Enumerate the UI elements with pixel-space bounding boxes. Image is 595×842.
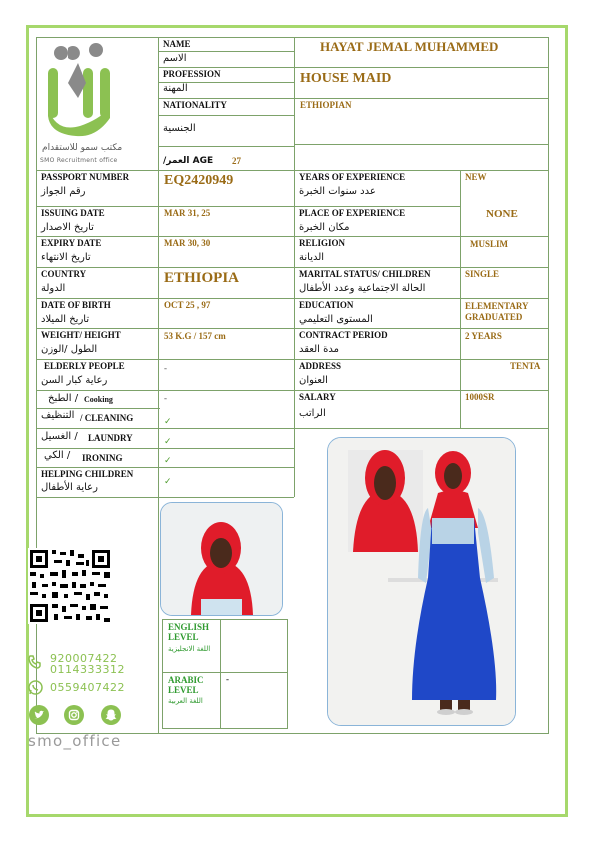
phone-icon — [27, 654, 43, 675]
snapchat-icon[interactable] — [101, 705, 121, 725]
row-label: ADDRESS — [299, 361, 342, 371]
divider — [158, 98, 549, 99]
divider — [36, 390, 549, 391]
row-label: PASSPORT NUMBER — [41, 172, 130, 182]
instagram-icon[interactable] — [64, 705, 84, 725]
row-label-ar: المستوى التعليمي — [299, 314, 373, 325]
phone-number-2[interactable]: 0114333312 — [50, 663, 125, 676]
divider — [158, 67, 549, 68]
row-label-ar: الدولة — [41, 283, 66, 294]
age-label: /العمر AGE — [163, 156, 214, 166]
divider — [36, 298, 549, 299]
divider — [36, 236, 549, 237]
row-label: RELIGION — [299, 238, 346, 248]
divider — [294, 37, 295, 170]
divider — [158, 115, 294, 116]
arabic-level-value: - — [226, 674, 229, 684]
profession-label: PROFESSION — [163, 69, 221, 79]
profession-value: HOUSE MAID — [300, 71, 392, 86]
divider — [158, 37, 159, 734]
row-label: ELDERLY PEOPLE — [44, 361, 125, 371]
logo-arabic: مكتب سمو للاستقدام — [42, 143, 123, 153]
row-label-ar: الكي / — [44, 450, 71, 461]
row-label: Cooking — [84, 395, 113, 404]
row-value: 2 YEARS — [465, 331, 502, 341]
divider — [36, 497, 294, 498]
divider — [36, 448, 294, 449]
divider — [36, 170, 549, 171]
full-body-photo — [327, 437, 516, 726]
row-value: TENTA — [510, 361, 541, 371]
row-value: ETHIOPIA — [164, 270, 240, 286]
row-label-ar: الطبخ / — [48, 393, 79, 404]
row-label-ar: الغسيل / — [41, 431, 78, 442]
divider — [294, 428, 549, 429]
row-value: SINGLE — [465, 269, 500, 279]
divider — [36, 359, 549, 360]
row-value: MAR 31, 25 — [164, 208, 211, 218]
divider — [36, 206, 460, 207]
row-label: ISSUING DATE — [41, 208, 105, 218]
row-label: / CLEANING — [80, 413, 134, 423]
row-value: OCT 25 , 97 — [164, 300, 211, 310]
row-label: CONTRACT PERIOD — [299, 330, 388, 340]
row-label: DATE OF BIRTH — [41, 300, 111, 310]
logo-english: SMO Recruitment office — [40, 157, 118, 164]
row-value: NONE — [486, 208, 518, 220]
whatsapp-icon — [27, 679, 44, 701]
row-value: MUSLIM — [470, 239, 508, 249]
row-value: ELEMENTARY GRADUATED — [465, 301, 529, 322]
row-label: IRONING — [82, 453, 123, 463]
row-label-ar: التنظيف — [41, 410, 75, 421]
row-label-ar: الحالة الاجتماعية وعدد الأطفال — [299, 283, 426, 294]
row-label: COUNTRY — [41, 269, 87, 279]
row-label-ar: عدد سنوات الخبرة — [299, 186, 376, 197]
nationality-value: ETHIOPIAN — [300, 100, 352, 110]
name-label-ar: الاسم — [163, 53, 187, 64]
nationality-label: NATIONALITY — [163, 100, 227, 110]
row-label-ar: مدة العقد — [299, 344, 339, 355]
row-label-ar: الراتب — [299, 408, 326, 419]
check-icon: ✓ — [164, 456, 172, 466]
row-label-ar: تاريخ الانتهاء — [41, 252, 91, 263]
row-label: WEIGHT/ HEIGHT — [41, 330, 121, 340]
divider — [36, 328, 549, 329]
row-value: NEW — [465, 172, 487, 182]
row-label-ar: تاريخ الاصدار — [41, 222, 94, 233]
row-value: - — [164, 363, 167, 373]
row-value: - — [164, 393, 167, 403]
row-label-ar: رعاية الأطفال — [41, 482, 98, 493]
divider — [158, 146, 294, 147]
phone-number-1[interactable]: 920007422 — [50, 652, 118, 665]
divider — [158, 51, 294, 52]
row-label: PLACE OF EXPERIENCE — [299, 208, 406, 218]
divider — [36, 408, 160, 409]
check-icon: ✓ — [164, 437, 172, 447]
divider — [36, 428, 294, 429]
row-label: YEARS OF EXPERIENCE — [299, 172, 406, 182]
row-label-ar: العنوان — [299, 375, 328, 386]
divider — [294, 144, 549, 145]
twitter-icon[interactable] — [29, 705, 49, 725]
name-value: HAYAT JEMAL MUHAMMED — [320, 39, 499, 54]
row-label: HELPING CHILDREN — [41, 469, 134, 479]
arabic-level-label: ARABIC LEVEL — [168, 675, 204, 695]
row-label: LAUNDRY — [88, 433, 133, 443]
profession-label-ar: المهنة — [163, 83, 188, 94]
english-level-label-ar: اللغة الانجليزية — [168, 645, 211, 653]
divider — [36, 467, 294, 468]
nationality-label-ar: الجنسية — [163, 123, 196, 134]
arabic-level-label-ar: اللغة العربية — [168, 697, 203, 705]
check-icon: ✓ — [164, 477, 172, 487]
row-label: MARITAL STATUS/ CHILDREN — [299, 269, 431, 279]
divider — [36, 267, 549, 268]
english-level-label: ENGLISH LEVEL — [168, 622, 210, 642]
row-label-ar: الديانة — [299, 252, 325, 263]
row-label-ar: مكان الخبرة — [299, 222, 350, 233]
row-label: EXPIRY DATE — [41, 238, 102, 248]
whatsapp-number[interactable]: 0559407422 — [50, 681, 125, 694]
row-label-ar: تاريخ الميلاد — [41, 314, 90, 325]
row-label-ar: الطول /الوزن — [41, 344, 98, 355]
social-handle[interactable]: smo_office — [28, 732, 122, 750]
row-value: 1000SR — [465, 392, 495, 402]
row-label: SALARY — [299, 392, 336, 402]
check-icon: ✓ — [164, 417, 172, 427]
divider — [294, 428, 295, 497]
row-value: 53 K.G / 157 cm — [164, 331, 226, 341]
row-value: MAR 30, 30 — [164, 238, 211, 248]
row-label-ar: رعاية كبار السن — [41, 375, 108, 386]
row-value: EQ2420949 — [164, 173, 234, 188]
row-label-ar: رقم الجواز — [41, 186, 86, 197]
qr-code[interactable] — [28, 548, 112, 624]
row-label: EDUCATION — [299, 300, 354, 310]
name-label: NAME — [163, 39, 191, 49]
portrait-photo — [160, 502, 283, 616]
age-value: 27 — [232, 156, 241, 166]
